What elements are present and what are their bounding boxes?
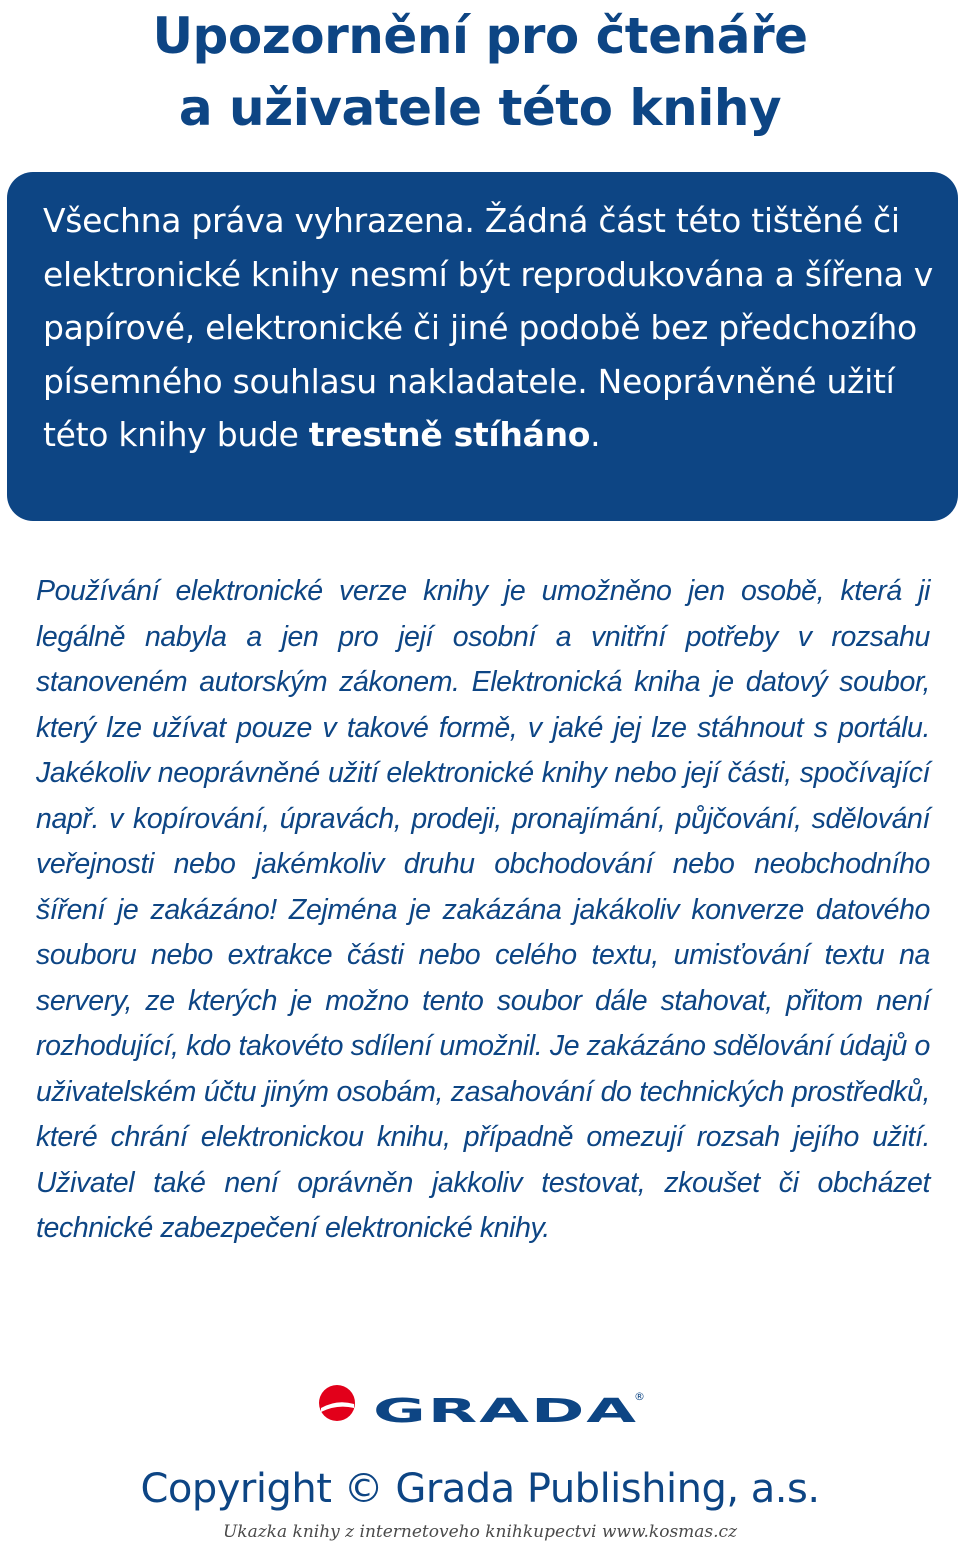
footer-note: Ukazka knihy z internetoveho knihkupectvi www.kosmas.cz xyxy=(222,1522,738,1542)
rights-notice-text xyxy=(43,194,938,462)
rights-notice-box xyxy=(7,172,958,521)
grada-logo-emblem-icon xyxy=(319,1385,355,1421)
registered-mark: ® xyxy=(634,1390,645,1403)
copyright-line: Copyright © Grada Publishing, a.s. xyxy=(140,1466,820,1512)
page-title xyxy=(0,0,960,144)
page-title-line-2: a uživatele této knihy xyxy=(178,79,782,137)
rights-notice-body: Všechna práva vyhrazena. Žádná část této tištěné či elektronické knihy nesmí být reprodukována a šířena v papírové, elektronické či jiné podobě bez předchozího písemného souhlasu nakladatele. Neoprávněné užití této knihy bude xyxy=(43,201,934,454)
usage-notice-text: Používání elektronické verze knihy je umožněno jen osobě, která ji legálně nabyla a jen pro její osobní a vnitřní potřeby v rozsahu stanoveném autorským zákonem. Elektronická kniha je datový soubor, který lze užívat pouze v takové formě, v jaké jej lze stáhnout s portálu. Jakékoliv neoprávněné užití elektronické knihy nebo její části, spočívající např. v kopírování, úpravách, prodeji, pronajímání, půjčování, sdělování veřejnosti nebo jakémkoliv druhu obchodování nebo neobchodního šíření je zakázáno! Zejména je zakázána jakákoliv konverze datového souboru nebo extrakce části nebo celého textu, umisťování textu na servery, ze kterých je možno tento soubor dále stahovat, přitom není rozhodující, kdo takovéto sdílení umožnil. Je zakázáno sdělování údajů o uživatelském účtu jiným osobám, zasahování do technických prostředků, které chrání elektronickou knihu, případně omezují rozsah jejího užití. Uživatel také není oprávněn jakkoliv testovat, zkoušet či obcházet technické zabezpečení elektronické knihy. xyxy=(36,575,930,1244)
grada-logo-mark xyxy=(318,1384,648,1428)
rights-notice-emphasis: trestně stíháno xyxy=(308,415,591,454)
rights-notice-end: . xyxy=(590,415,601,454)
page-title-line-1: Upozornění pro čtenáře xyxy=(152,7,808,65)
grada-wordmark: GRADA xyxy=(373,1391,638,1428)
grada-logo xyxy=(318,1384,648,1428)
